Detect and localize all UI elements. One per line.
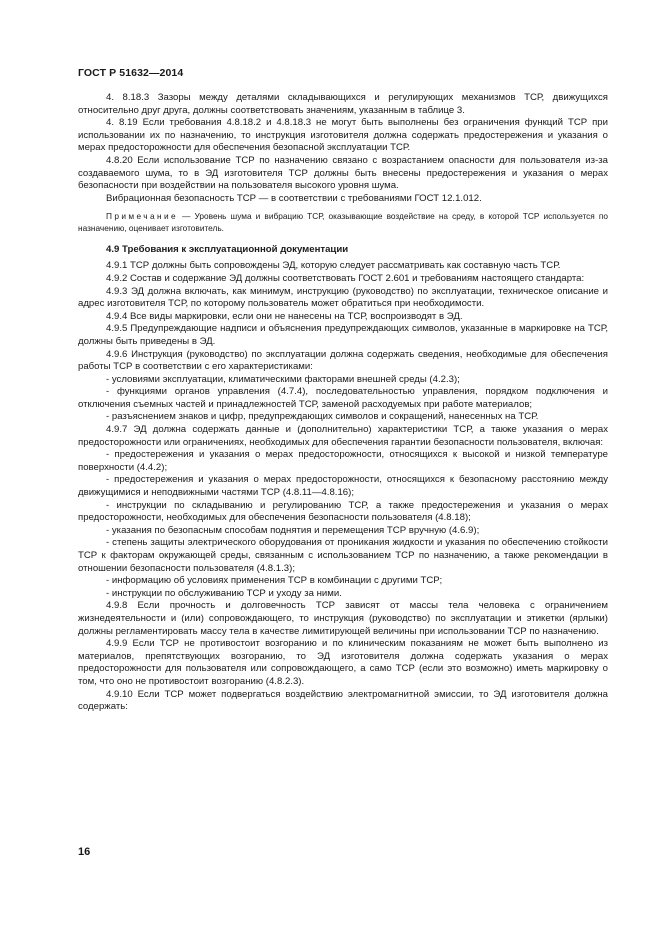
- paragraph-4-9-2: 4.9.2 Состав и содержание ЭД должны соответствовать ГОСТ 2.601 и требованиям настоящего стандарта:: [106, 272, 585, 284]
- page-content: [78, 92, 608, 714]
- paragraph-4-8-19: 4. 8.19 Если требования 4.8.18.2 и 4.8.18.3 не могут быть выполнены без ограничения функций ТСР при использовании их по назначению, то инструкция изготовителя должна содержать предостережения и указания о мерах предосторожности для обеспечения безопасной эксплуатации ТСР.: [78, 117, 608, 154]
- list-item: - функциями органов управления (4.7.4), последовательностью управления, порядком подключения и отключения съемных частей и принадлежностей ТСР, заменой расходуемых при работе материалов;: [78, 386, 608, 410]
- paragraph-4-9-9: 4.9.9 Если ТСР не противостоит возгоранию и по клиническим показаниям не может быть выполнено из материалов, препятствующих возгоранию, то ЭД изготовителя должна содержать указания о мерах предосторожности для пользователя или сопровождающего, а само ТСР (если это возможно) иметь маркировку о том, что оно не противостоит возгоранию (4.8.2.3).: [78, 638, 608, 687]
- paragraph-4-9-8: 4.9.8 Если прочность и долговечность ТСР зависят от массы тела человека с ограничением жизнедеятельности и (или) сопровождающего, то инструкция (руководство) по эксплуатации и этикетки (ярлыки) должны регламентировать массу тела в качестве лимитирующей величины при использовании ТСР по назначению.: [78, 600, 608, 637]
- list-item: - степень защиты электрического оборудования от проникания жидкости и указания по обеспечению стойкости ТСР к факторам окружающей среды, связанным с использованием ТСР по назначению, а также рекомендации в отношении безопасности пользователя (4.8.1.3);: [78, 537, 608, 574]
- paragraph-4-9-3: 4.9.3 ЭД должна включать, как минимум, инструкцию (руководство) по эксплуатации, техническое описание и адрес изготовителя ТСР, по которому пользователь может обратиться при необходимости.: [78, 285, 608, 310]
- list-item: - разъяснением знаков и цифр, предупреждающих символов и сокращений, нанесенных на ТСР.: [106, 411, 539, 423]
- list-item: - инструкции по обслуживанию ТСР и уходу за ними.: [106, 587, 342, 599]
- list-item: - информацию об условиях применения ТСР в комбинации с другими ТСР;: [106, 575, 443, 587]
- paragraph-4-9-10: 4.9.10 Если ТСР может подвергаться воздействию электромагнитной эмиссии, то ЭД изготовителя должна содержать:: [78, 688, 608, 713]
- list-item: - предостережения и указания о мерах предосторожности, относящихся к высокой и низкой температуре поверхности (4.4.2);: [78, 449, 608, 473]
- paragraph-4-9-5: 4.9.5 Предупреждающие надписи и объяснения предупреждающих символов, указанные в маркировке на ТСР, должны быть приведены в ЭД.: [78, 323, 608, 347]
- note-label: Примечание: [106, 211, 179, 222]
- list-item: - указания по безопасным способам поднятия и перемещения ТСР вручную (4.6.9);: [106, 524, 480, 536]
- list-item: - инструкции по складыванию и регулированию ТСР, а также предостережения и указания о мерах предосторожности, необходимых для обеспечения безопасности пользователя (4.8.18);: [78, 499, 608, 524]
- list-item: - предостережения и указания о мерах предосторожности, относящихся к безопасному расстоянию между движущимися и неподвижными частями ТСР (4.8.11—4.8.16);: [78, 474, 608, 499]
- paragraph-4-9-7: 4.9.7 ЭД должна содержать данные и (дополнительно) характеристики ТСР, а также указания о мерах предосторожности или ограничениях, необходимых для обеспечения гарантии безопасности пользователя, включая:: [78, 424, 608, 448]
- note-text: — Уровень шума и вибрацию ТСР, оказывающие воздействие на среду, в которой ТСР используется по назначению, оценивает изготовитель.: [78, 211, 608, 233]
- section-title: 4.9 Требования к эксплуатационной документации: [106, 243, 349, 255]
- paragraph-4-8-18-3: 4. 8.18.3 Зазоры между деталями складывающихся и регулирующих механизмов ТСР, движущихся относительно друг друга, должны соответствовать значениям, указанным в таблице 3.: [78, 92, 608, 116]
- note: [78, 211, 608, 233]
- document-header: ГОСТ Р 51632—2014: [78, 67, 184, 79]
- paragraph-vibration-safety: Вибрационная безопасность ТСР — в соответствии с требованиями ГОСТ 12.1.012.: [106, 192, 482, 204]
- list-item: - условиями эксплуатации, климатическими факторами внешней среды (4.2.3);: [106, 373, 460, 385]
- paragraph-4-9-1: 4.9.1 ТСР должны быть сопровождены ЭД, которую следует рассматривать как составную часть ТСР.: [106, 260, 561, 272]
- paragraph-4-8-20: 4.8.20 Если использование ТСР по назначению связано с возрастанием опасности для пользователя из-за создаваемого шума, то в ЭД изготовителя ТСР должны быть внесены предостережения и указания о мерах безопасности при воздействии на пользователя высокого уровня шума.: [78, 154, 608, 192]
- paragraph-4-9-4: 4.9.4 Все виды маркировки, если они не нанесены на ТСР, воспроизводят в ЭД.: [106, 310, 463, 322]
- paragraph-4-9-6: 4.9.6 Инструкция (руководство) по эксплуатации должна содержать сведения, необходимые для обеспечения работы ТСР в соответствии с его характеристиками:: [78, 348, 608, 373]
- page-number: 16: [78, 846, 91, 858]
